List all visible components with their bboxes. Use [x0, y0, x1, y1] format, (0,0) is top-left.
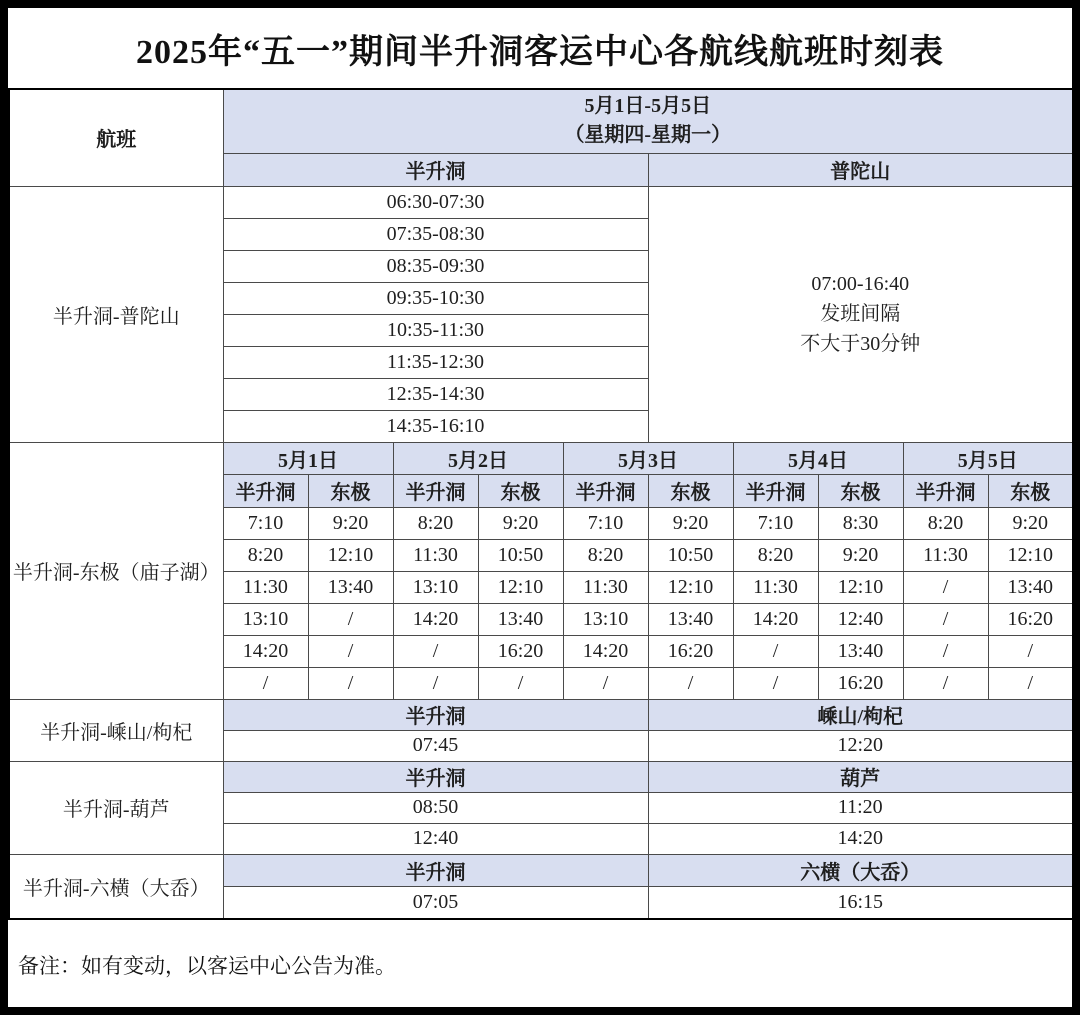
- sub-header-from: 半升洞: [393, 474, 478, 507]
- time-cell: 14:35-16:10: [223, 410, 648, 442]
- time-cell: /: [393, 667, 478, 699]
- time-cell: 13:40: [818, 635, 903, 667]
- time-cell: 16:20: [478, 635, 563, 667]
- from-header-cell: 半升洞: [223, 761, 648, 792]
- time-cell: /: [988, 635, 1073, 667]
- time-cell: 9:20: [308, 507, 393, 539]
- note-line3: 不大于30分钟: [800, 333, 921, 355]
- time-cell: 11:35-12:30: [223, 346, 648, 378]
- time-cell: 9:20: [818, 539, 903, 571]
- time-cell: 08:50: [223, 792, 648, 823]
- route-label-putuoshan: 半升洞-普陀山: [9, 186, 223, 442]
- putuoshan-note-cell: [648, 186, 1073, 442]
- time-cell: /: [903, 667, 988, 699]
- sub-header-to: 东极: [648, 474, 733, 507]
- time-cell: 11:20: [648, 792, 1073, 823]
- date-header: 5月3日: [563, 442, 733, 474]
- time-cell: /: [223, 667, 308, 699]
- time-cell: /: [648, 667, 733, 699]
- time-cell: /: [903, 571, 988, 603]
- time-cell: 11:30: [563, 571, 648, 603]
- time-cell: 12:10: [478, 571, 563, 603]
- time-cell: /: [308, 603, 393, 635]
- to-header-cell: 普陀山: [648, 153, 1073, 186]
- time-cell: 14:20: [393, 603, 478, 635]
- time-cell: 7:10: [563, 507, 648, 539]
- time-cell: 09:35-10:30: [223, 282, 648, 314]
- time-cell: 7:10: [733, 507, 818, 539]
- time-cell: 12:40: [223, 823, 648, 854]
- date-header: 5月5日: [903, 442, 1073, 474]
- route-label-hulu: 半升洞-葫芦: [9, 761, 223, 854]
- time-cell: 14:20: [563, 635, 648, 667]
- time-cell: 16:20: [988, 603, 1073, 635]
- time-cell: /: [733, 667, 818, 699]
- time-cell: 8:20: [563, 539, 648, 571]
- time-cell: 13:40: [988, 571, 1073, 603]
- timetable-table: [8, 88, 1074, 920]
- from-header-cell: 半升洞: [223, 153, 648, 186]
- time-cell: 12:10: [988, 539, 1073, 571]
- flight-header-cell: 航班: [9, 89, 223, 186]
- route-label-dongji: 半升洞-东极（庙子湖）: [9, 442, 223, 699]
- route-label-shengshan: 半升洞-嵊山/枸杞: [9, 699, 223, 761]
- time-cell: 07:35-08:30: [223, 218, 648, 250]
- time-cell: 7:10: [223, 507, 308, 539]
- sub-header-to: 东极: [308, 474, 393, 507]
- time-cell: 06:30-07:30: [223, 186, 648, 218]
- time-cell: 9:20: [478, 507, 563, 539]
- to-header-cell: 六横（大岙）: [648, 854, 1073, 886]
- time-cell: /: [478, 667, 563, 699]
- time-cell: 13:40: [478, 603, 563, 635]
- time-cell: 11:30: [223, 571, 308, 603]
- sub-header-from: 半升洞: [223, 474, 308, 507]
- from-header-cell: 半升洞: [223, 699, 648, 730]
- time-cell: 16:20: [818, 667, 903, 699]
- date-range-line2: （星期四-星期一）: [564, 124, 732, 147]
- time-cell: 14:20: [648, 823, 1073, 854]
- date-header: 5月4日: [733, 442, 903, 474]
- time-cell: 10:50: [648, 539, 733, 571]
- time-cell: 11:30: [733, 571, 818, 603]
- time-cell: 13:40: [648, 603, 733, 635]
- time-cell: 11:30: [903, 539, 988, 571]
- page-title: 2025年“五一”期间半升洞客运中心各航线航班时刻表: [136, 33, 944, 71]
- time-cell: 13:40: [308, 571, 393, 603]
- route-label-liuheng: 半升洞-六横（大岙）: [9, 854, 223, 919]
- date-header: 5月2日: [393, 442, 563, 474]
- sub-header-from: 半升洞: [903, 474, 988, 507]
- time-cell: 13:10: [563, 603, 648, 635]
- time-cell: /: [563, 667, 648, 699]
- time-cell: 14:20: [223, 635, 308, 667]
- date-range-line1: 5月1日-5月5日: [584, 95, 712, 118]
- time-cell: /: [903, 635, 988, 667]
- time-cell: 8:20: [393, 507, 478, 539]
- sub-header-to: 东极: [478, 474, 563, 507]
- date-range-cell: [223, 89, 1073, 153]
- time-cell: /: [308, 635, 393, 667]
- time-cell: 10:50: [478, 539, 563, 571]
- time-cell: 8:20: [733, 539, 818, 571]
- time-cell: /: [308, 667, 393, 699]
- time-cell: 8:30: [818, 507, 903, 539]
- time-cell: 12:10: [308, 539, 393, 571]
- time-cell: /: [903, 603, 988, 635]
- to-header-cell: 葫芦: [648, 761, 1073, 792]
- sub-header-to: 东极: [818, 474, 903, 507]
- time-cell: 12:10: [818, 571, 903, 603]
- to-header-cell: 嵊山/枸杞: [648, 699, 1073, 730]
- time-cell: 12:20: [648, 730, 1073, 761]
- from-header-cell: 半升洞: [223, 854, 648, 886]
- time-cell: 08:35-09:30: [223, 250, 648, 282]
- time-cell: 9:20: [648, 507, 733, 539]
- date-header: 5月1日: [223, 442, 393, 474]
- time-cell: 12:35-14:30: [223, 378, 648, 410]
- time-cell: 16:15: [648, 886, 1073, 919]
- time-cell: /: [733, 635, 818, 667]
- time-cell: 13:10: [223, 603, 308, 635]
- time-cell: 14:20: [733, 603, 818, 635]
- time-cell: 12:10: [648, 571, 733, 603]
- time-cell: 11:30: [393, 539, 478, 571]
- time-cell: 8:20: [223, 539, 308, 571]
- sub-header-to: 东极: [988, 474, 1073, 507]
- time-cell: 13:10: [393, 571, 478, 603]
- time-cell: 07:45: [223, 730, 648, 761]
- note-line1: 07:00-16:40: [811, 273, 910, 295]
- note-line2: 发班间隔: [820, 303, 901, 325]
- sub-header-from: 半升洞: [733, 474, 818, 507]
- time-cell: 16:20: [648, 635, 733, 667]
- time-cell: 12:40: [818, 603, 903, 635]
- time-cell: 10:35-11:30: [223, 314, 648, 346]
- time-cell: 07:05: [223, 886, 648, 919]
- sub-header-from: 半升洞: [563, 474, 648, 507]
- remark-note: 备注：如有变动，以客运中心公告为准。: [18, 953, 396, 978]
- time-cell: /: [393, 635, 478, 667]
- time-cell: 9:20: [988, 507, 1073, 539]
- time-cell: /: [988, 667, 1073, 699]
- time-cell: 8:20: [903, 507, 988, 539]
